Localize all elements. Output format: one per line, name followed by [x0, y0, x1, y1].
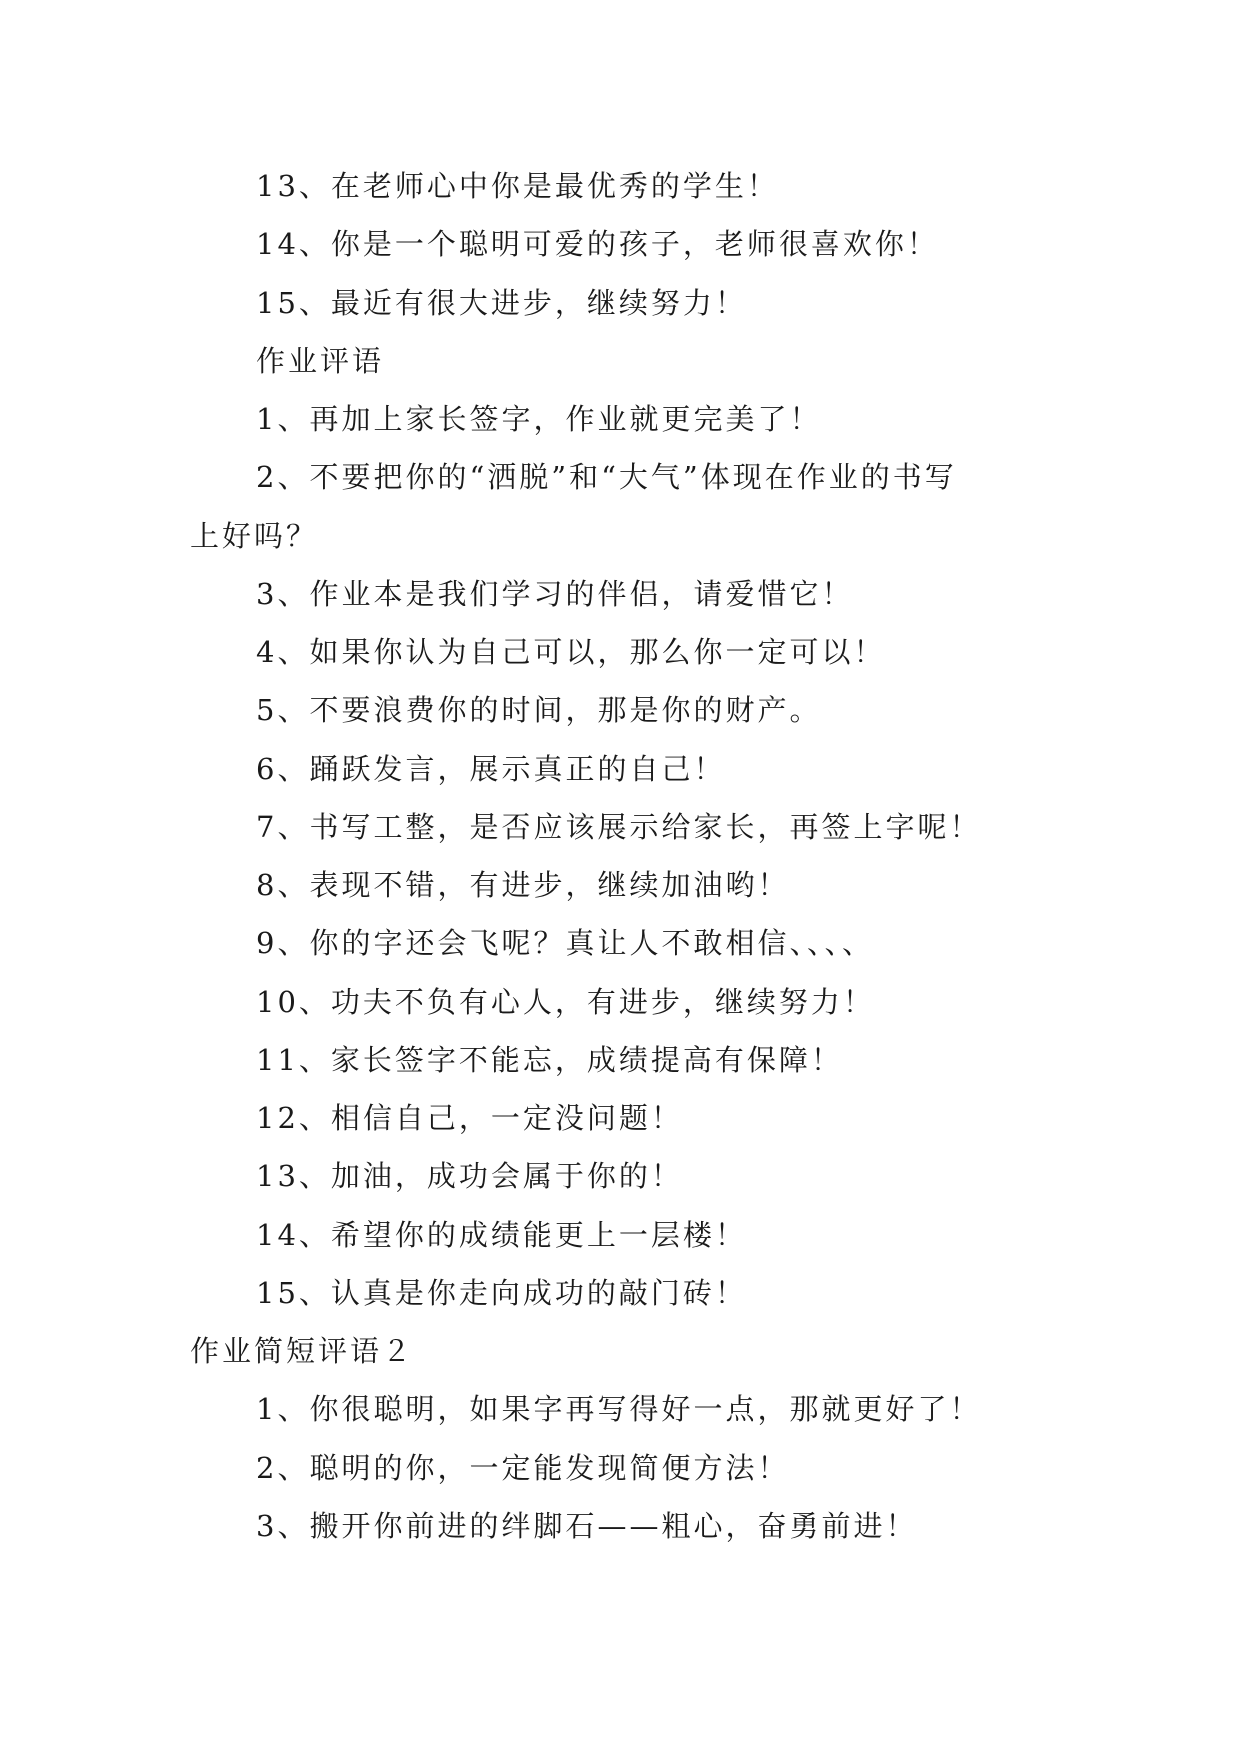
list-item: 1、再加上家长签字，作业就更完美了！ [256, 402, 822, 436]
list-item: 13、在老师心中你是最优秀的学生！ [256, 169, 779, 203]
list-item: 3、搬开你前进的绊脚石——粗心，奋勇前进！ [256, 1509, 918, 1543]
list-item: 12、相信自己，一定没问题！ [256, 1101, 683, 1135]
list-item: 7、书写工整，是否应该展示给家长，再签上字呢！ [256, 810, 982, 844]
list-item: 3、作业本是我们学习的伴侣，请爱惜它！ [256, 577, 854, 611]
list-item: 15、最近有很大进步，继续努力！ [256, 286, 747, 320]
section-heading: 作业评语 [256, 344, 385, 378]
list-item: 10、功夫不负有心人，有进步，继续努力！ [256, 985, 875, 1019]
list-item: 5、不要浪费你的时间，那是你的财产。 [256, 693, 822, 727]
list-item: 6、踊跃发言，展示真正的自己！ [256, 752, 726, 786]
list-item: 9、你的字还会飞呢？真让人不敢相信、、、、 [256, 926, 874, 960]
list-item: 2、不要把你的“洒脱”和“大气”体现在作业的书写 [256, 460, 957, 494]
list-item: 14、希望你的成绩能更上一层楼！ [256, 1218, 747, 1252]
section-heading: 作业简短评语２ [190, 1334, 415, 1368]
list-item: 14、你是一个聪明可爱的孩子，老师很喜欢你！ [256, 227, 939, 261]
list-item-continuation: 上好吗？ [190, 519, 319, 553]
list-item: 4、如果你认为自己可以，那么你一定可以！ [256, 635, 886, 669]
list-item: 11、家长签字不能忘，成绩提高有保障！ [256, 1043, 843, 1077]
list-item: 2、聪明的你，一定能发现简便方法！ [256, 1451, 790, 1485]
list-item: 8、表现不错，有进步，继续加油哟！ [256, 868, 790, 902]
list-item: 13、加油，成功会属于你的！ [256, 1159, 683, 1193]
list-item: 15、认真是你走向成功的敲门砖！ [256, 1276, 747, 1310]
list-item: 1、你很聪明，如果字再写得好一点，那就更好了！ [256, 1392, 982, 1426]
